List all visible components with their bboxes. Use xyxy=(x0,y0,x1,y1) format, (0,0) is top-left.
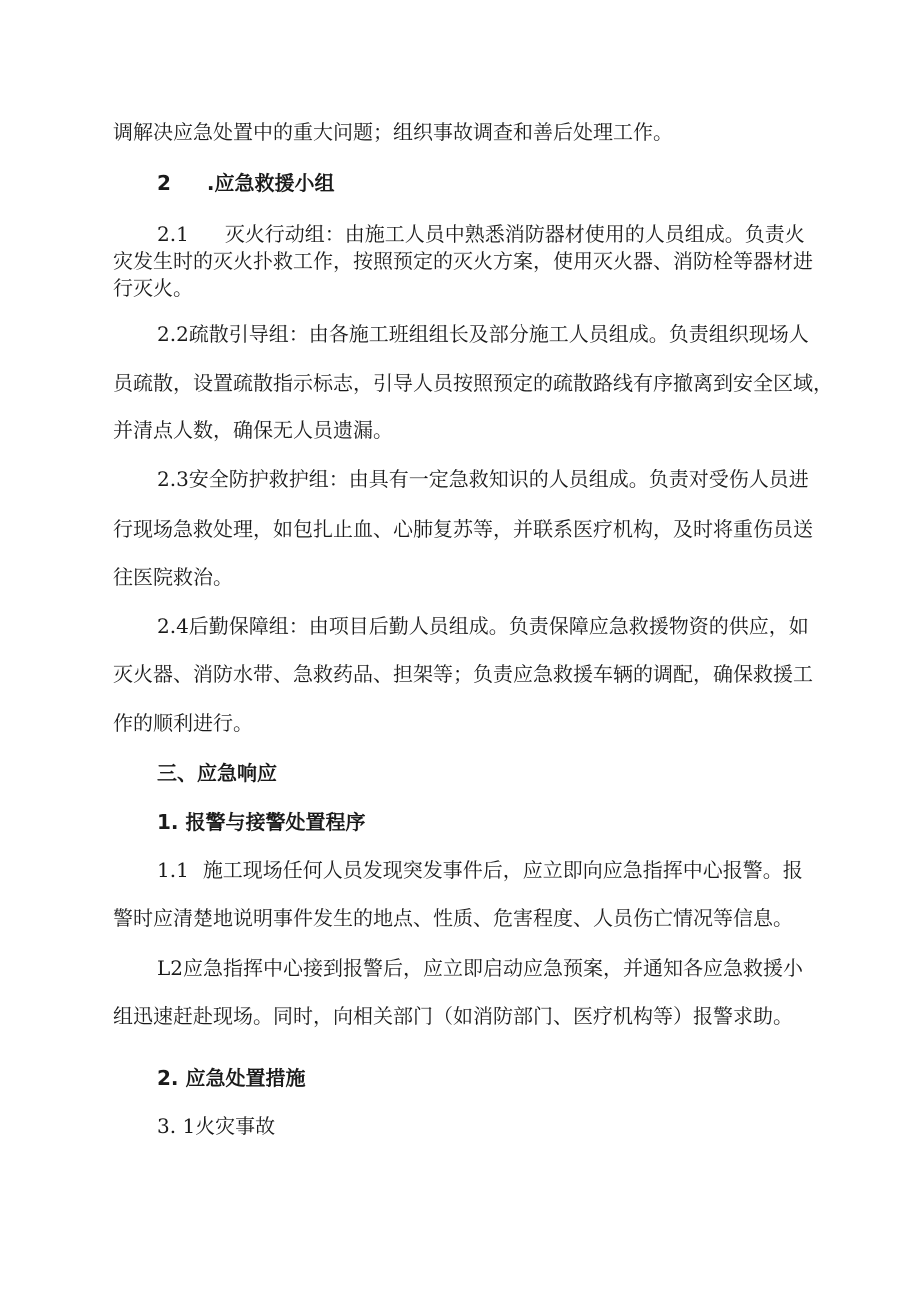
paragraph-line: 2.3安全防护救护组：由具有一定急救知识的人员组成。负责对受伤人员进 xyxy=(157,467,809,491)
subsection-heading: 1. 报警与接警处置程序 xyxy=(157,810,366,834)
subsection-heading: 2. 应急处置措施 xyxy=(157,1066,306,1090)
paragraph-line: 组迅速赶赴现场。同时，向相关部门（如消防部门、医疗机构等）报警求助。 xyxy=(113,1004,793,1028)
paragraph-line: 员疏散，设置疏散指示标志，引导人员按照预定的疏散路线有序撤离到安全区域， xyxy=(113,371,833,395)
paragraph-line xyxy=(157,222,805,246)
section-heading-2 xyxy=(157,171,335,195)
paragraph-line: 行灭火。 xyxy=(113,276,193,300)
heading-text: .应急救援小组 xyxy=(206,171,335,195)
heading-number: 2 xyxy=(157,171,171,195)
item-text: 施工现场任何人员发现突发事件后，应立即向应急指挥中心报警。报 xyxy=(202,858,803,882)
paragraph-line: 往医院救治。 xyxy=(113,565,233,589)
paragraph-line: 2.4后勤保障组：由项目后勤人员组成。负责保障应急救援物资的供应，如 xyxy=(157,614,809,638)
section-heading-3: 三、应急响应 xyxy=(157,761,277,785)
paragraph-line: 调解决应急处置中的重大问题；组织事故调查和善后处理工作。 xyxy=(113,120,673,144)
paragraph-line: L2应急指挥中心接到报警后，应立即启动应急预案，并通知各应急救援小 xyxy=(157,956,804,980)
paragraph-line: 灾发生时的灭火扑救工作，按照预定的灭火方案，使用灭火器、消防栓等器材进 xyxy=(113,249,813,273)
item-text: 灭火行动组：由施工人员中熟悉消防器材使用的人员组成。负责火 xyxy=(224,222,805,246)
paragraph-line xyxy=(157,858,803,882)
paragraph-line: 作的顺利进行。 xyxy=(113,711,253,735)
paragraph-line: 并清点人数，确保无人员遗漏。 xyxy=(113,418,393,442)
paragraph-line: 警时应清楚地说明事件发生的地点、性质、危害程度、人员伤亡情况等信息。 xyxy=(113,906,793,930)
item-number: 2.1 xyxy=(157,222,189,246)
paragraph-line: 行现场急救处理，如包扎止血、心肺复苏等，并联系医疗机构，及时将重伤员送 xyxy=(113,517,813,541)
paragraph-line: 3. 1火灾事故 xyxy=(157,1114,276,1138)
paragraph-line: 2.2疏散引导组：由各施工班组组长及部分施工人员组成。负责组织现场人 xyxy=(157,322,809,346)
item-number: 1.1 xyxy=(157,858,189,882)
paragraph-line: 灭火器、消防水带、急救药品、担架等；负责应急救援车辆的调配，确保救援工 xyxy=(113,662,813,686)
